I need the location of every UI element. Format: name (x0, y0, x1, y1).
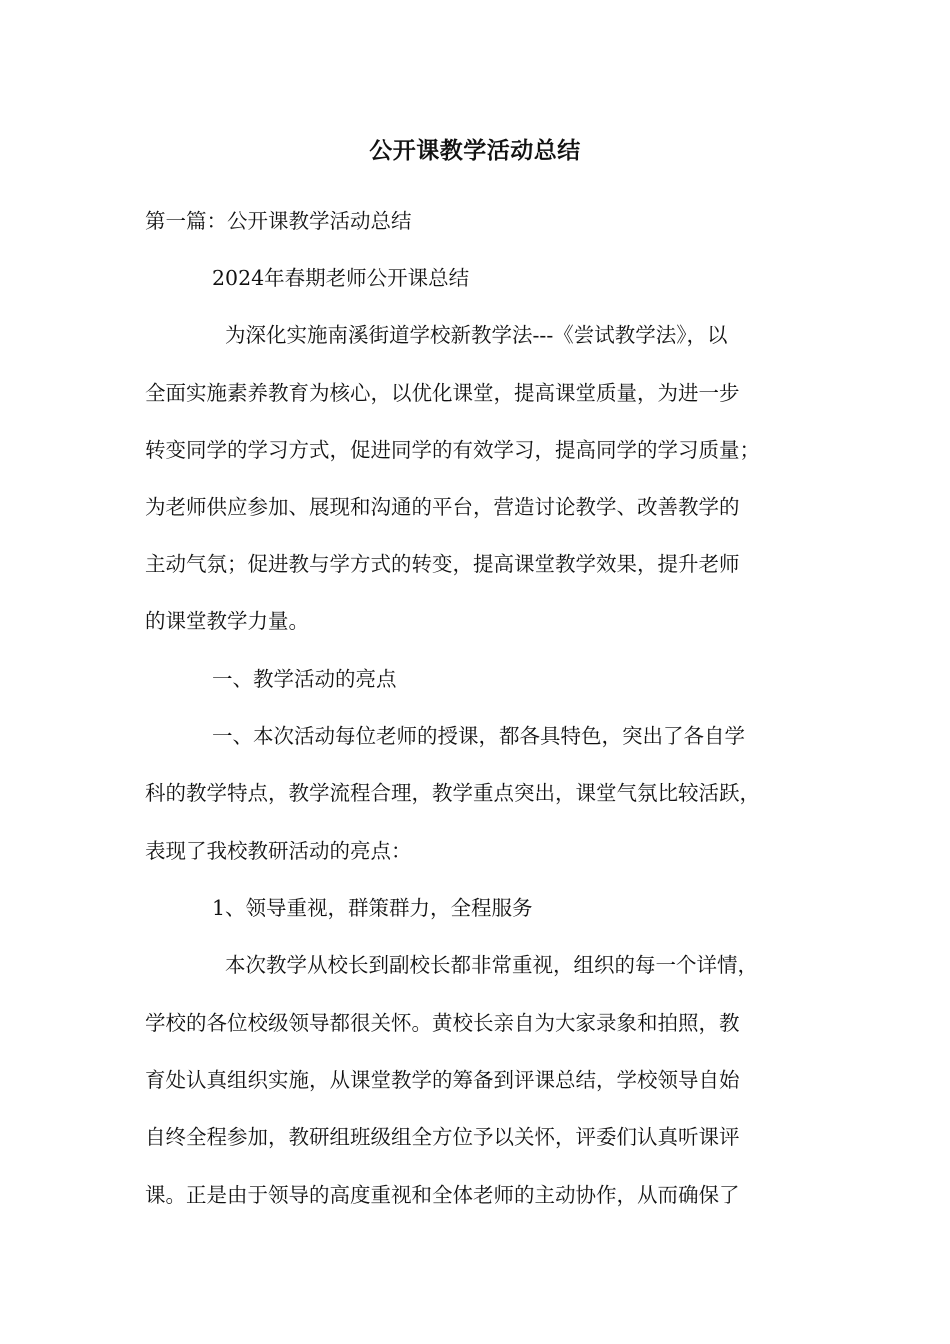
subtitle-line: 2024年春期老师公开课总结 (212, 266, 470, 290)
paragraph-line: 本次教学从校长到副校长都非常重视，组织的每一个详情， (225, 953, 758, 977)
paragraph-line: 全面实施素养教育为核心，以优化课堂，提高课堂质量，为进一步 (145, 381, 740, 405)
section-heading: 第一篇：公开课教学活动总结 (145, 209, 412, 233)
paragraph-line: 课。正是由于领导的高度重视和全体老师的主动协作，从而确保了 (145, 1183, 740, 1207)
paragraph-line: 为老师供应参加、展现和沟通的平台，营造讨论教学、改善教学的 (145, 495, 740, 519)
paragraph-line: 转变同学的学习方式，促进同学的有效学习，提高同学的学习质量； (145, 438, 760, 462)
paragraph-line: 表现了我校教研活动的亮点： (145, 839, 412, 863)
paragraph-line: 一、本次活动每位老师的授课，都各具特色，突出了各自学 (212, 724, 745, 748)
paragraph-line: 的课堂教学力量。 (145, 609, 309, 633)
paragraph-line: 为深化实施南溪街道学校新教学法---《尝试教学法》，以 (225, 323, 728, 347)
paragraph-line: 自终全程参加，教研组班级组全方位予以关怀，评委们认真听课评 (145, 1125, 740, 1149)
paragraph-line: 学校的各位校级领导都很关怀。黄校长亲自为大家录象和拍照，教 (145, 1011, 740, 1035)
section-heading: 一、教学活动的亮点 (212, 667, 397, 691)
paragraph-line: 育处认真组织实施，从课堂教学的筹备到评课总结，学校领导自始 (145, 1068, 740, 1092)
paragraph-line: 科的教学特点，教学流程合理，教学重点突出，课堂气氛比较活跃， (145, 781, 760, 805)
subsection-heading: 1、领导重视，群策群力，全程服务 (212, 896, 533, 920)
paragraph-line: 主动气氛；促进教与学方式的转变，提高课堂教学效果，提升老师 (145, 552, 740, 576)
document-title: 公开课教学活动总结 (369, 137, 581, 164)
